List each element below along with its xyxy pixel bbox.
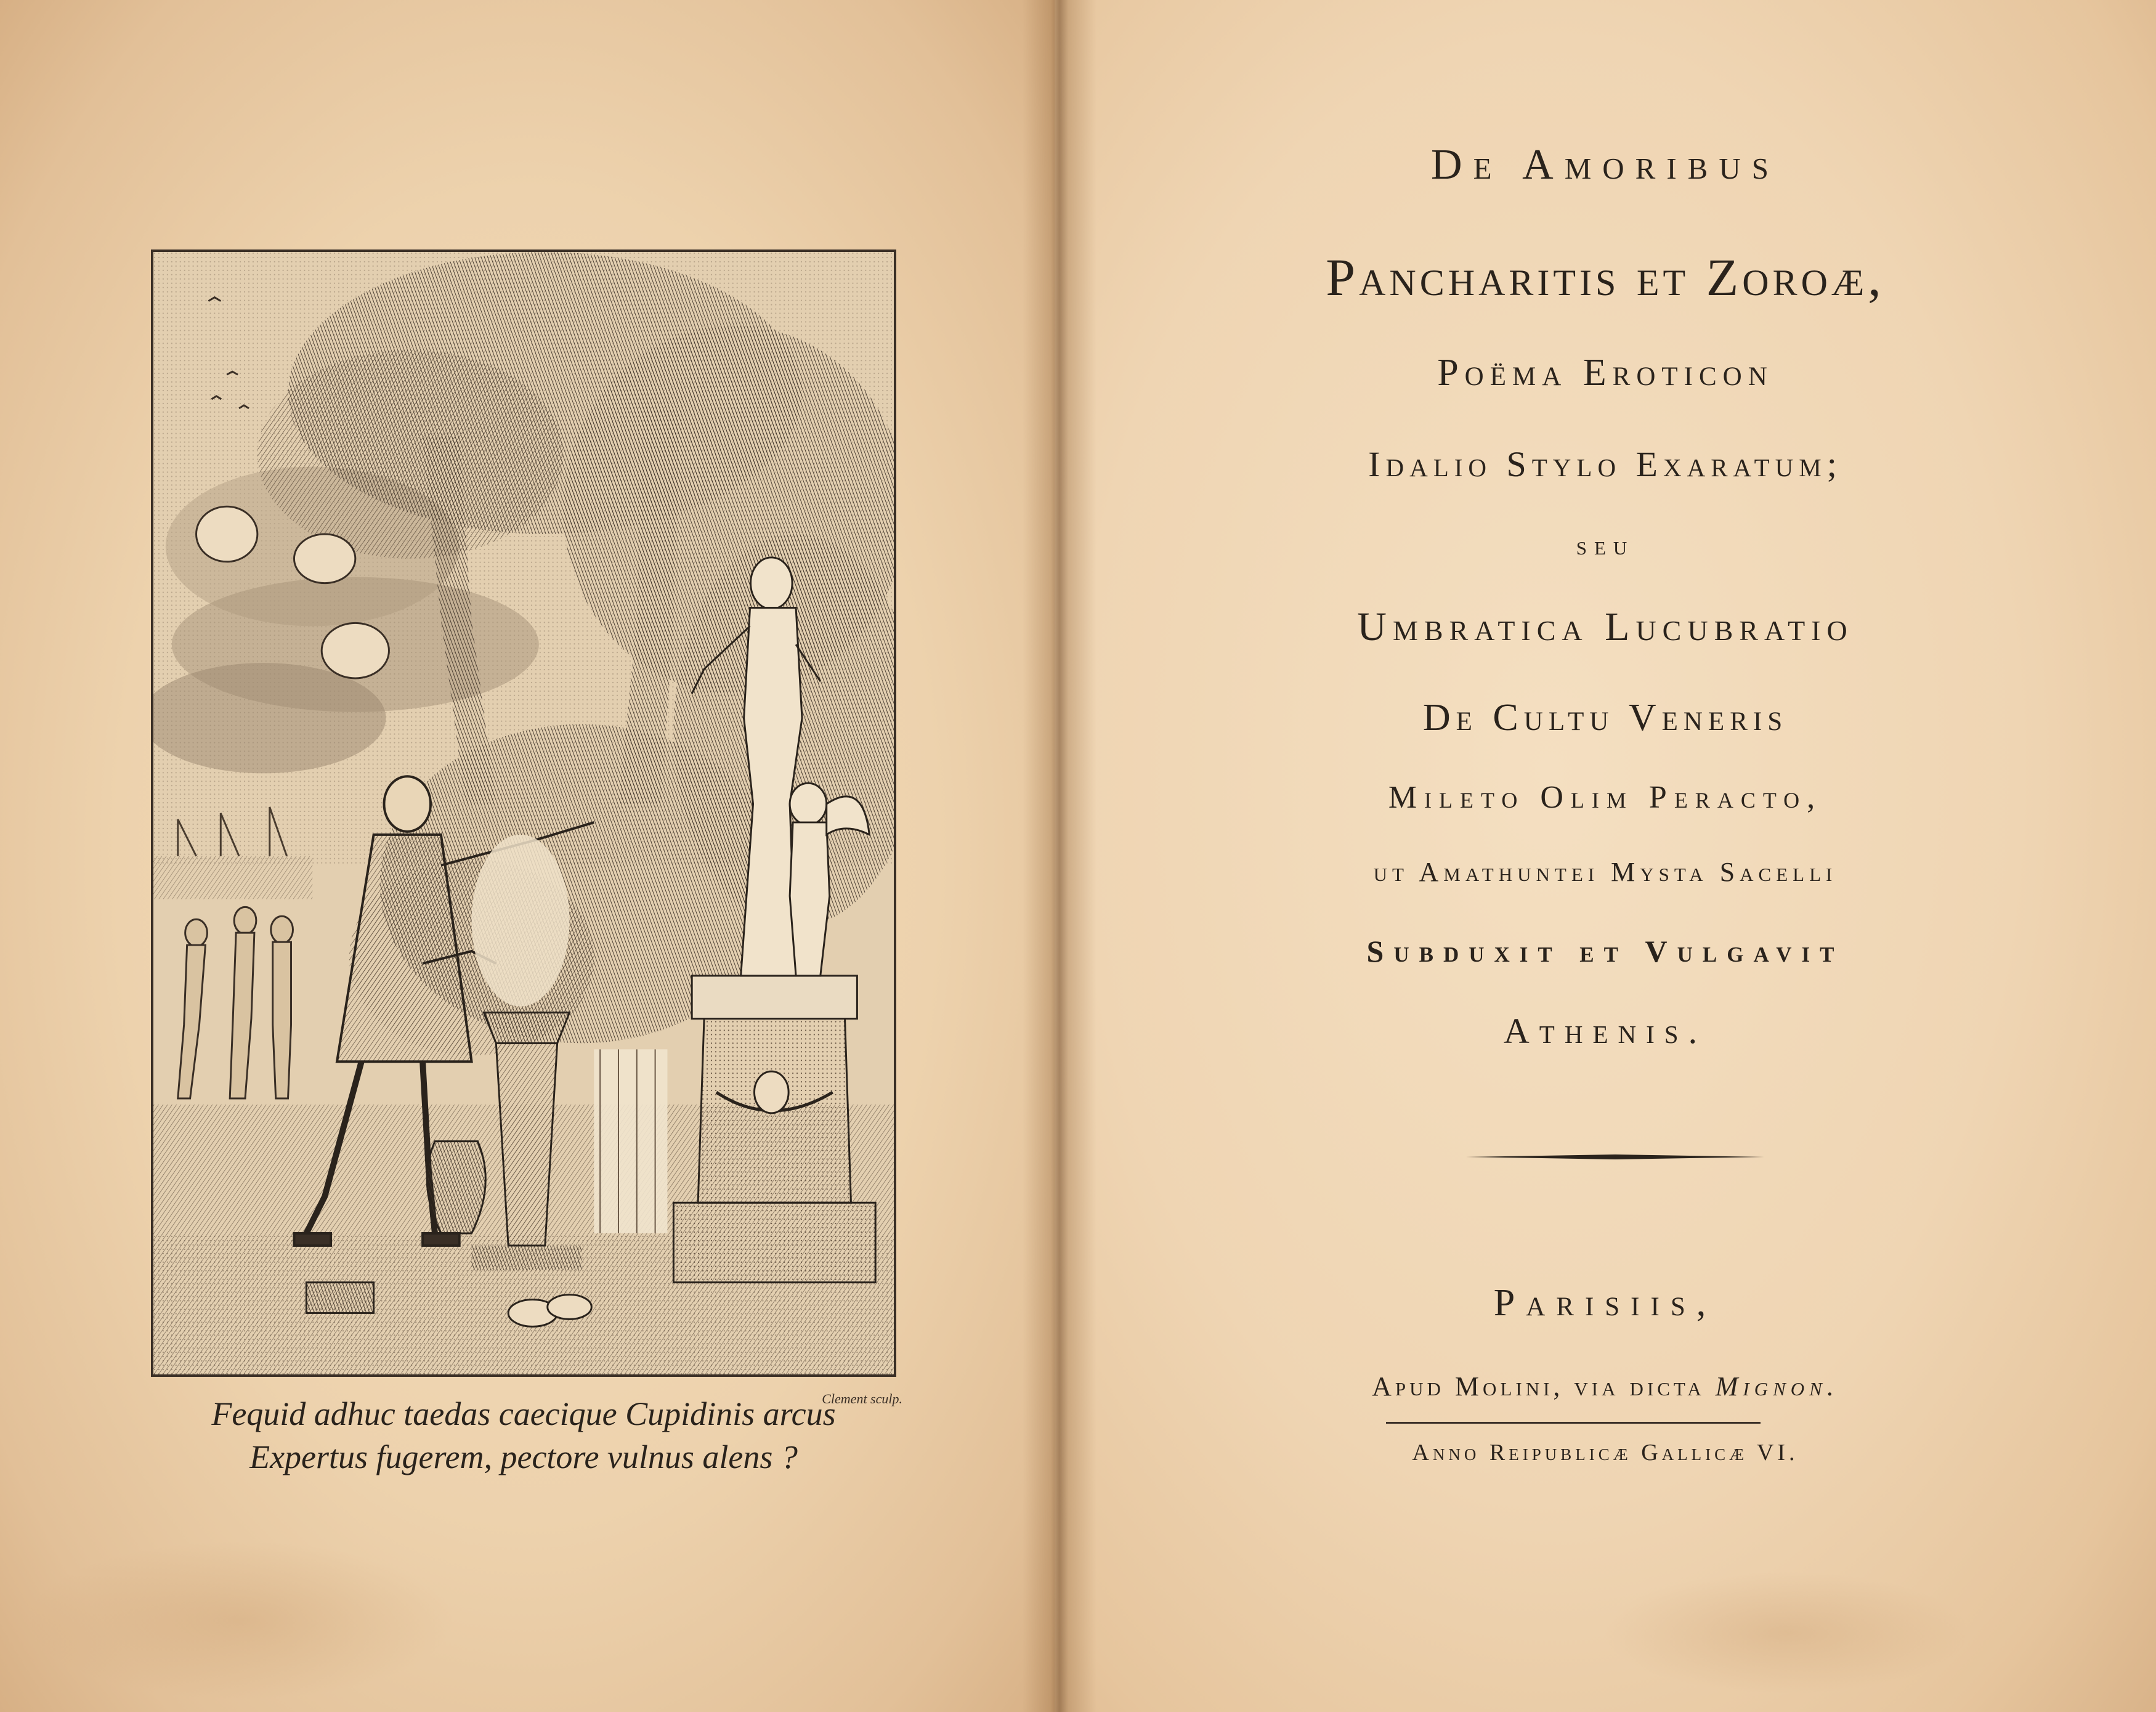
engraving-image [153,252,894,1374]
title-line-4: Idalio Stylo Exaratum; [1368,444,1842,484]
imprint-publisher: Apud Molini, via dicta [1372,1371,1705,1402]
title-line-2: Pancharitis et Zoroæ, [1326,248,1885,307]
title-line-10: Subduxit et Vulgavit [1366,934,1844,968]
title-line-6: Umbratica Lucubratio [1357,604,1854,649]
imprint-place: Parisiis, [1493,1282,1717,1324]
ornamental-rule [1466,1154,1764,1160]
engraving-caption [154,1392,893,1479]
title-line-5: seu [1576,530,1635,561]
engraver-credit: Clement sculp. [822,1391,902,1406]
caption-line-1: Fequid adhuc taedas caecique Cupidinis arcus [211,1395,836,1432]
frontispiece-engraving [151,249,896,1377]
thin-rule [1386,1422,1761,1424]
imprint-publisher-line [1055,1371,2156,1402]
caption-line-2: Expertus fugerem, pectore vulnus alens ? [249,1438,798,1475]
title-line-8: Mileto Olim Peracto, [1388,780,1823,815]
title-line-9: ut Amathuntei Mysta Sacelli [1373,857,1838,887]
title-line-3: Poëma Eroticon [1437,352,1773,394]
imprint-street: Mignon. [1715,1371,1839,1402]
paper-stain [1602,1571,1971,1694]
title-line-7: De Cultu Veneris [1422,697,1788,739]
title-line-1: De Amoribus [1431,141,1780,189]
paper-stain [25,1540,456,1700]
imprint-date: Anno Reipublicæ Gallicæ VI. [1412,1440,1799,1466]
title-line-11: Athenis. [1503,1011,1708,1051]
